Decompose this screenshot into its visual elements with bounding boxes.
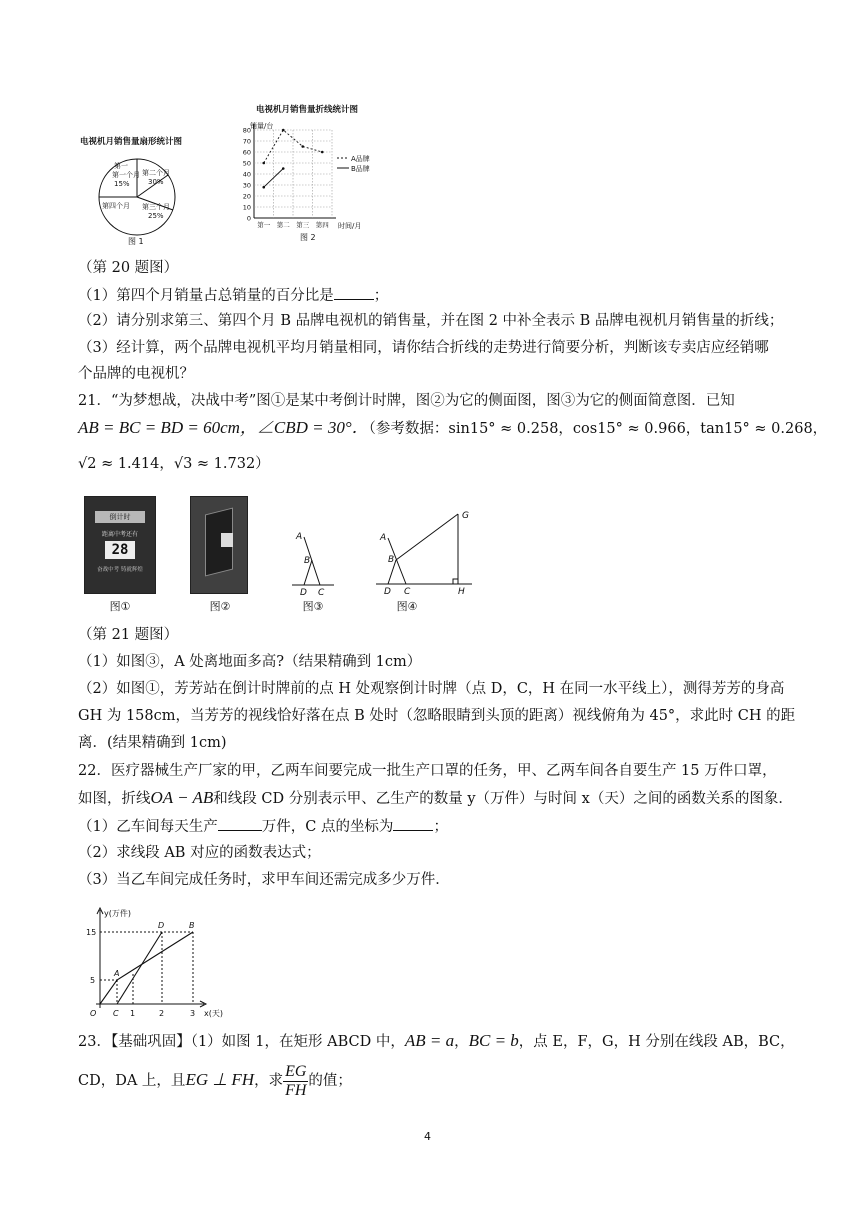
q22-part3: （3）当乙车间完成任务时，求甲车间还需完成多少万件．	[78, 872, 450, 888]
fig20-label: （第 20 题图）	[78, 260, 179, 276]
pie-label-m3: 第三个月	[142, 203, 170, 211]
fraction-denominator: FH	[285, 1081, 307, 1099]
q20-part2: （2）请分别求第三、第四个月 B 品牌电视机的销售量，并在图 2 中补全表示 B 品牌电视机月销售量的折线；	[78, 313, 784, 329]
q23-perp-math: EG ⊥ FH	[185, 1070, 255, 1089]
legend-a-label: A品牌	[351, 155, 370, 163]
q21-stem-1: 21．“为梦想战，决战中考”图①是某中考倒计时牌，图②为它的侧面图，图③为它的侧面简意图．已知	[78, 393, 735, 409]
line-caption: 图 2	[300, 233, 316, 242]
line-ylabel: 销量/台	[250, 122, 274, 130]
fig3-side-sketch	[290, 525, 340, 595]
series-a-point	[321, 151, 324, 154]
q21-part2-c: 离．(结果精确到 1cm)	[78, 735, 227, 751]
x-tick-label: 第一	[257, 221, 271, 229]
q22-stem-2a: 如图，折线	[78, 791, 151, 807]
q23-stem-1a: 23．【基础巩固】（1）如图 1，在矩形 ABCD 中，	[78, 1034, 405, 1050]
point-O-label: O	[90, 1009, 97, 1018]
x-tick-label: 第二	[276, 221, 290, 229]
point-B-label: B	[304, 556, 311, 566]
answer-blank	[334, 285, 374, 300]
x-tick-label: 第三	[296, 221, 310, 229]
sign-top-banner: 倒计时	[95, 511, 145, 523]
xtick-3: 3	[190, 1009, 196, 1018]
sign-side-number	[221, 533, 233, 547]
graph-ylabel: y(万件)	[104, 909, 131, 918]
series-a-point	[262, 162, 265, 165]
caption-fig1: 图①	[109, 600, 131, 613]
fig20-pie-chart	[78, 132, 196, 246]
pie-label-m3-pct: 25%	[148, 212, 164, 220]
sign-middle-text: 距离中考还有	[101, 531, 138, 538]
pie-label-m1-pct: 15%	[114, 180, 130, 188]
x-tick-label: 第四	[315, 221, 329, 229]
y-tick-label: 30	[242, 181, 251, 190]
countdown-sign-front-photo	[84, 496, 156, 594]
y-tick-label: 10	[242, 203, 251, 212]
q23-stem-2a: CD，DA 上，且	[78, 1073, 186, 1089]
q23-stem-2b: ，求	[254, 1073, 284, 1089]
q22-part2: （2）求线段 AB 对应的函数表达式；	[78, 845, 321, 861]
xtick-1: 1	[130, 1009, 136, 1018]
q21-given-math: AB = BC = BD = 60cm，∠CBD = 30°．	[78, 418, 369, 437]
countdown-sign-side-photo	[190, 496, 248, 594]
series-a-point	[282, 129, 285, 132]
fig20-line-chart	[232, 100, 382, 246]
q22-stem-2	[78, 788, 793, 809]
q21-part2-a: （2）如图①，芳芳站在倒计时牌前的点 H 处观察倒计时牌（点 D，C，H 在同一水平线上），测得芳芳的身高	[78, 681, 785, 697]
q23-stem-2	[78, 1060, 352, 1101]
q23-stem-1b: ，点 E，F，G，H 分别在线段 AB，BC，	[518, 1034, 795, 1050]
fraction-numerator: EG	[285, 1062, 307, 1080]
q21-stem-2	[78, 418, 827, 439]
q22-part1-b: 万件，C 点的坐标为	[261, 819, 394, 835]
q23-sep: ，	[454, 1034, 469, 1050]
point-H-label: H	[458, 587, 465, 596]
q23-math-bc: BC = b	[468, 1031, 519, 1050]
y-tick-label: 40	[242, 170, 251, 179]
q23-stem-2c: 的值；	[308, 1073, 352, 1089]
series-b-point	[282, 167, 285, 170]
point-B-label: B	[388, 555, 395, 565]
pie-label-m2-pct: 30%	[148, 178, 164, 186]
pie-label-m1: 第一第一个月	[112, 162, 140, 179]
q22-part1-c: ；	[433, 819, 448, 835]
point-C-label: C	[113, 1009, 119, 1018]
ytick-15: 15	[86, 928, 97, 937]
pie-label-m4: 第四个月	[102, 202, 130, 210]
caption-fig2: 图②	[209, 600, 231, 613]
graph-xlabel: x(天)	[204, 1009, 223, 1018]
point-A-label: A	[114, 969, 120, 978]
q23-math-ab: AB = a	[404, 1031, 455, 1050]
q22-part1	[78, 816, 448, 837]
line-OA-AB	[100, 932, 193, 1004]
point-C-label: C	[404, 587, 411, 596]
line-title: 电视机月销售量折线统计图	[256, 105, 359, 115]
q21-stem-3: √2 ≈ 1.414，√3 ≈ 1.732）	[78, 456, 270, 472]
point-G-label: G	[462, 511, 469, 521]
q22-polyline-name: OA − AB	[150, 788, 214, 807]
q22-stem-2b: 和线段 CD 分别表示甲、乙生产的数量 y（万件）与时间 x（天）之间的函数关系的图象．	[213, 791, 793, 807]
pie-label-m2: 第二个月	[142, 169, 170, 177]
series-a-point	[301, 145, 304, 148]
fig4-sight-line-sketch	[374, 506, 480, 596]
page-number: 4	[424, 1130, 431, 1143]
point-A-label: A	[296, 532, 303, 542]
y-tick-label: 0	[246, 214, 251, 223]
legend-b-label: B品牌	[351, 165, 370, 173]
y-tick-label: 70	[242, 137, 251, 146]
answer-blank	[393, 816, 433, 831]
segment-CD	[117, 932, 162, 1004]
y-tick-label: 20	[242, 192, 251, 201]
q22-function-graph	[86, 904, 236, 1018]
xtick-2: 2	[159, 1009, 165, 1018]
q21-part2-b: GH 为 158cm，当芳芳的视线恰好落在点 B 处时（忽略眼睛到头顶的距离）视线俯角为 45°，求此时 CH 的距	[78, 708, 796, 724]
caption-fig3: 图③	[302, 600, 324, 613]
q20-part1-text: （1）第四个月销量占总销量的百分比是	[78, 288, 334, 304]
sight-line-GB	[396, 514, 458, 560]
series-b-point	[262, 186, 265, 189]
ytick-5: 5	[90, 976, 96, 985]
right-angle-mark	[453, 579, 458, 584]
pie-title: 电视机月销售量扇形统计图	[80, 137, 183, 147]
caption-fig4: 图④	[396, 600, 418, 613]
q20-part3-a: （3）经计算，两个品牌电视机平均月销量相同，请你结合折线的走势进行简要分析，判断该专卖店应经销哪	[78, 340, 769, 356]
q21-part1: （1）如图③，A 处离地面多高?（结果精确到 1cm）	[78, 654, 422, 670]
point-B-label: B	[189, 921, 195, 930]
fraction-eg-over-fh	[283, 1063, 308, 1100]
point-D-label: D	[158, 921, 165, 930]
pie-caption: 图 1	[128, 237, 144, 246]
q23-stem-1	[78, 1031, 795, 1052]
q22-stem-1: 22．医疗器械生产厂家的甲，乙两车间要完成一批生产口罩的任务，甲、乙两车间各自要生产 15 万件口罩，	[78, 763, 777, 779]
line-xlabel: 时间/月	[338, 222, 362, 230]
q20-part1	[78, 285, 388, 306]
point-D-label: D	[384, 587, 391, 596]
answer-blank	[218, 816, 262, 831]
y-tick-label: 50	[242, 159, 251, 168]
point-D-label: D	[300, 588, 307, 595]
point-C-label: C	[318, 588, 325, 595]
fig21-label: （第 21 题图）	[78, 627, 179, 643]
q20-part3-b: 个品牌的电视机？	[78, 366, 194, 382]
point-A-label: A	[380, 533, 387, 543]
q22-part1-a: （1）乙车间每天生产	[78, 819, 218, 835]
sign-bottom-text: 奋战中考 铸就辉煌	[97, 567, 143, 573]
q21-reference-data: （参考数据：sin15° ≈ 0.258，cos15° ≈ 0.966，tan15° ≈ 0.268，	[368, 421, 828, 437]
q20-part1-end: ；	[373, 288, 389, 304]
y-tick-label: 80	[242, 126, 251, 135]
sign-day-number: 28	[105, 541, 135, 559]
y-tick-label: 60	[242, 148, 251, 157]
